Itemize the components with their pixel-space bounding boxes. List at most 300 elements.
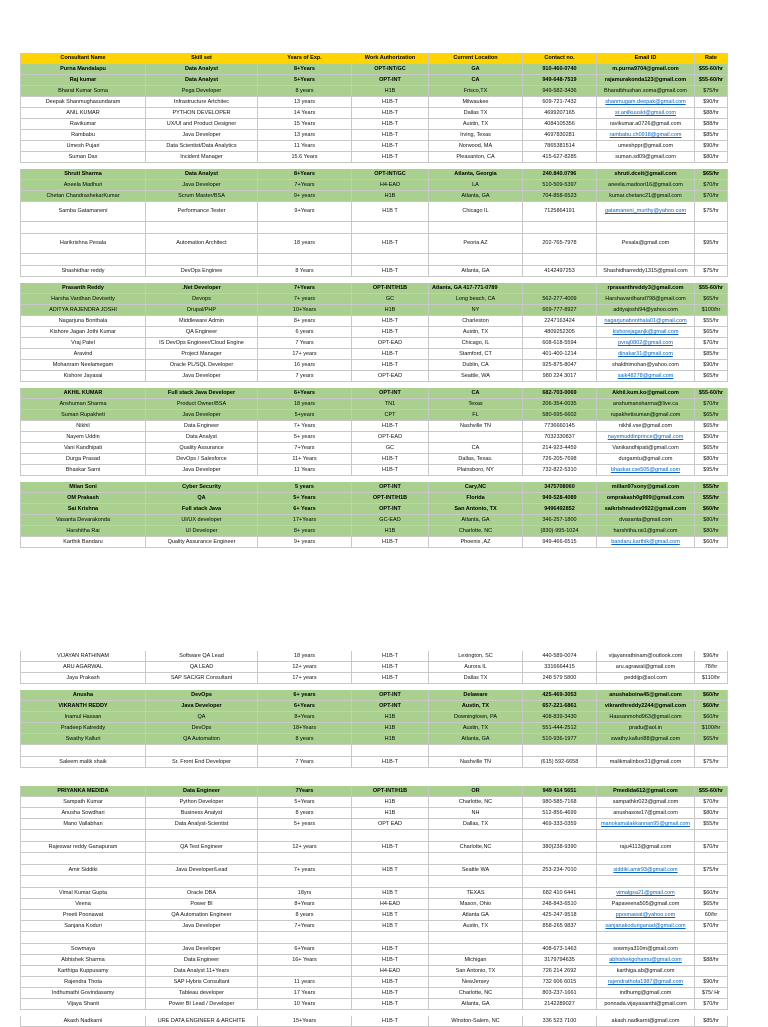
cell-rate: $65/hr (695, 371, 728, 381)
cell-email: kishorejaganjk@gmail.com (597, 327, 695, 337)
cell-email: raju4113@gmail.com (597, 842, 695, 852)
cell-contact: 510-936-1977 (523, 734, 597, 744)
cell-skill: Java Developer (146, 180, 258, 190)
header-row (20, 53, 728, 64)
cell-rate: $90/hr (695, 977, 728, 987)
empty-cell (523, 932, 597, 943)
empty-cell (695, 254, 728, 265)
cell-work-auth: H4-EAD (352, 899, 429, 909)
cell-email: aru.agrawal@gmail.com (597, 662, 695, 672)
cell-contact: 803-237-1661 (523, 988, 597, 998)
empty-cell (146, 254, 258, 265)
empty-cell (258, 830, 352, 841)
consultant-row (20, 999, 728, 1010)
cell-skill: QA Engineer (146, 327, 258, 337)
cell-rate: $90/hr (695, 97, 728, 107)
consultant-row (20, 690, 728, 701)
empty-cell (429, 876, 523, 887)
cell-name: PRIYANKA MEDIDA (20, 786, 146, 796)
cell-years: 7 Years (258, 757, 352, 767)
cell-years: 8 Years (258, 266, 352, 276)
cell-skill: Java Developer (146, 944, 258, 954)
cell-name: Raj kumar (20, 75, 146, 85)
cell-years: 5+ years (258, 432, 352, 442)
cell-location: NY (429, 305, 523, 315)
consultant-row (20, 662, 728, 673)
cell-skill: Java Developer (146, 701, 258, 711)
consultant-row (20, 955, 728, 966)
cell-email: bhaskar.cse505@gmail.com (597, 465, 695, 475)
cell-contact: 440-589-0074 (523, 651, 597, 661)
cell-contact: 4084105356 (523, 119, 597, 129)
cell-contact: 949-466-6515 (523, 537, 597, 547)
cell-rate: $60/hr (695, 537, 728, 547)
consultant-row (20, 888, 728, 899)
cell-email: adityajoshi94@yahoo.com (597, 305, 695, 315)
cell-location: Dallas, Texas. (429, 454, 523, 464)
cell-work-auth: H1B-T (352, 662, 429, 672)
cell-work-auth: OPT-INT (352, 75, 429, 85)
cell-work-auth: H1B (352, 86, 429, 96)
consultant-row (20, 349, 728, 360)
cell-contact: 4697830281 (523, 130, 597, 140)
cell-contact: 949-582-3436 (523, 86, 597, 96)
cell-location: Nashville TN (429, 421, 523, 431)
cell-email: anushasow17@gmail.com (597, 808, 695, 818)
cell-location: FL (429, 410, 523, 420)
cell-email: rupakhetisuman@gmail.com (597, 410, 695, 420)
cell-work-auth: H1B (352, 797, 429, 807)
cell-name: Anusha Sowdhari (20, 808, 146, 818)
cell-location: Seattle, WA (429, 371, 523, 381)
cell-years: 8+Years (258, 899, 352, 909)
cell-email: sampathkr023@gmail.com (597, 797, 695, 807)
cell-name: ARU AGARWAL (20, 662, 146, 672)
cell-name: Nikhil (20, 421, 146, 431)
cell-email: Email ID (597, 53, 695, 63)
cell-location: Plainsboro, NY (429, 465, 523, 475)
cell-work-auth: OPT-INT (352, 388, 429, 398)
cell-work-auth: H1B-T (352, 757, 429, 767)
cell-location: Charlotte, NC (429, 797, 523, 807)
cell-contact: 415-627-8285 (523, 152, 597, 162)
cell-name: Anshuman Sharma (20, 399, 146, 409)
cell-rate: $75/ Hr (695, 988, 728, 998)
cell-name: Vasanta Devarakonda (20, 515, 146, 525)
empty-cell (258, 254, 352, 265)
cell-name: Kishore Jagan Jothi Kumar (20, 327, 146, 337)
cell-email: pradu@aol.in (597, 723, 695, 733)
cell-contact: 925-875-8047 (523, 360, 597, 370)
cell-skill: IS DevOps Engineer/Cloud Engine (146, 338, 258, 348)
cell-rate: $65/hr (695, 410, 728, 420)
empty-cell (352, 932, 429, 943)
consultant-row (20, 899, 728, 910)
cell-contact: 214-923-4459 (523, 443, 597, 453)
cell-rate: $95/hr (695, 234, 728, 253)
cell-name: Saleem malik shaik (20, 757, 146, 767)
consultant-row (20, 465, 728, 476)
empty-cell (429, 830, 523, 841)
cell-work-auth: CPT (352, 410, 429, 420)
cell-contact: 9496492852 (523, 504, 597, 514)
cell-skill: Quality Assurance Engineer (146, 537, 258, 547)
cell-email: durgamtu@gmail.com (597, 454, 695, 464)
cell-contact: (830)-995-1024 (523, 526, 597, 536)
cell-location: TEXAS (429, 888, 523, 898)
cell-rate: $96/hr (695, 651, 728, 661)
cell-years: 7Years (258, 786, 352, 796)
cell-contact: 248-843-6510 (523, 899, 597, 909)
cell-years: 15+Years (258, 1016, 352, 1026)
consultant-row (20, 130, 728, 141)
cell-name: Sanjana Koduri (20, 921, 146, 931)
cell-skill: DevOps / Salesforce (146, 454, 258, 464)
cell-name: Sampath Kumar (20, 797, 146, 807)
cell-years: 6 years (258, 327, 352, 337)
cell-contact: 562-277-4009 (523, 294, 597, 304)
cell-email: ponnada.vijayasanthi@gmail.com (597, 999, 695, 1009)
empty-cell (146, 853, 258, 864)
cell-rate: $88/hr (695, 955, 728, 965)
cell-rate: $70/hr (695, 999, 728, 1009)
cell-years: 13 years (258, 97, 352, 107)
cell-work-auth: H1B-T (352, 349, 429, 359)
cell-contact: 608-618-5594 (523, 338, 597, 348)
cell-work-auth: H1B-T (352, 360, 429, 370)
cell-rate: $55/hr (695, 482, 728, 492)
cell-name: Suman Das (20, 152, 146, 162)
cell-name: Samba Gatamaneni (20, 202, 146, 221)
consultant-row (20, 202, 728, 222)
cell-skill: Data Scientist/Data Analytics (146, 141, 258, 151)
cell-work-auth: H1B-T (352, 152, 429, 162)
cell-work-auth: H1B-T (352, 97, 429, 107)
empty-cell (352, 876, 429, 887)
cell-contact: 7125864191 (523, 202, 597, 221)
empty-row (20, 222, 728, 234)
cell-years: 8 years (258, 808, 352, 818)
cell-email: manokamalakkannan95@gmail.com (597, 819, 695, 829)
cell-email: swathy.kalluri88@gmail.com (597, 734, 695, 744)
cell-rate: $75/hr (695, 86, 728, 96)
cell-skill: Java Developer (146, 921, 258, 931)
cell-name: Rambabu (20, 130, 146, 140)
consultant-row (20, 443, 728, 454)
cell-contact: 2142289027 (523, 999, 597, 1009)
cell-contact: 949-648-7519 (523, 75, 597, 85)
cell-contact: 4699207165 (523, 108, 597, 118)
cell-email: harshitha.rai1@gmail.com (597, 526, 695, 536)
cell-work-auth: OPT-INT/GC (352, 169, 429, 179)
cell-rate: $65/hr (695, 734, 728, 744)
cell-rate: $85/hr (695, 1016, 728, 1026)
cell-years: 6+Years (258, 944, 352, 954)
cell-skill: QA Test Engineer (146, 842, 258, 852)
cell-work-auth: H1B-T (352, 327, 429, 337)
cell-rate: $55/hr (695, 819, 728, 829)
cell-work-auth: H1B-T (352, 988, 429, 998)
cell-location: Austin, TX (429, 119, 523, 129)
cell-work-auth: H1B-T (352, 537, 429, 547)
consultant-row (20, 388, 728, 399)
cell-work-auth: H1B-T (352, 651, 429, 661)
consultant-row (20, 64, 728, 75)
consultant-row (20, 944, 728, 955)
empty-cell (20, 745, 146, 756)
cell-name: Ravikumar (20, 119, 146, 129)
cell-location: Florida (429, 493, 523, 503)
consultant-row (20, 410, 728, 421)
cell-contact: 949 414 5651 (523, 786, 597, 796)
cell-rate: $55-60/hr (695, 75, 728, 85)
cell-skill: Data Engineer (146, 421, 258, 431)
empty-cell (429, 932, 523, 943)
cell-name: Umesh Pujari (20, 141, 146, 151)
cell-skill: Python Developer (146, 797, 258, 807)
cell-email: kumar.chetanc21@gmail.com (597, 191, 695, 201)
cell-email: sr.anilkuuskt@gmail.com (597, 108, 695, 118)
cell-email: Shashidharreddy1315@gmail.com (597, 266, 695, 276)
cell-skill: Software QA Lead (146, 651, 258, 661)
cell-years: 10+Years (258, 305, 352, 315)
cell-contact: 3316664415 (523, 662, 597, 672)
cell-skill: DevOps Enginee (146, 266, 258, 276)
cell-name: ANIL KUMAR (20, 108, 146, 118)
cell-skill: Data Analyst (146, 169, 258, 179)
cell-name: Consultant Name (20, 53, 146, 63)
cell-skill: Project Manager (146, 349, 258, 359)
empty-cell (695, 222, 728, 233)
cell-contact: 7032330837 (523, 432, 597, 442)
cell-rate: $70/hr (695, 399, 728, 409)
cell-location: San Antonio, TX (429, 966, 523, 976)
cell-skill: Oracle DBA (146, 888, 258, 898)
cell-years: 7+ years (258, 294, 352, 304)
cell-work-auth: H1B T (352, 202, 429, 221)
cell-work-auth: H1B-T (352, 130, 429, 140)
empty-cell (597, 745, 695, 756)
cell-skill: Data Engineer (146, 786, 258, 796)
cell-work-auth: OPT-INT/H1B (352, 493, 429, 503)
cell-skill: QA (146, 712, 258, 722)
cell-name: Anusha (20, 690, 146, 700)
cell-years: 7+Years (258, 443, 352, 453)
blank-area (20, 548, 728, 651)
cell-contact: 336 523 7100 (523, 1016, 597, 1026)
cell-name: Vraj Patel (20, 338, 146, 348)
cell-email: saik48278@gmail.com (597, 371, 695, 381)
cell-contact: 682-703-0069 (523, 388, 597, 398)
consultant-row (20, 234, 728, 254)
empty-cell (146, 830, 258, 841)
cell-location: Atlanta, GA (429, 191, 523, 201)
cell-email: Pesala@gmail.com (597, 234, 695, 253)
cell-years: 11 Years (258, 465, 352, 475)
cell-contact: 425-247-9518 (523, 910, 597, 920)
cell-skill: Skill set (146, 53, 258, 63)
empty-row (20, 745, 728, 757)
empty-cell (258, 853, 352, 864)
cell-rate: $110/hr (695, 673, 728, 683)
empty-cell (429, 222, 523, 233)
consultant-row (20, 673, 728, 684)
cell-location: OR (429, 786, 523, 796)
cell-name: Prasanth Reddy (20, 283, 146, 293)
consultant-row (20, 842, 728, 853)
cell-rate: $90/hr (695, 360, 728, 370)
cell-location: Atlanta, GA (429, 515, 523, 525)
cell-email: Akhil.kum.ko@gmail.com (597, 388, 695, 398)
cell-name: Karthiga Kuppusamy (20, 966, 146, 976)
cell-years: 18+Years (258, 723, 352, 733)
cell-years: 6+Years (258, 388, 352, 398)
cell-skill: Sr. Front End Developer (146, 757, 258, 767)
consultant-row (20, 988, 728, 999)
cell-email: anshumansharma@live.ca (597, 399, 695, 409)
cell-rate: $80/hr (695, 454, 728, 464)
cell-email: siddiki.amir93@gmail.com (597, 865, 695, 875)
empty-cell (523, 222, 597, 233)
cell-contact (523, 283, 597, 293)
cell-skill: Devops (146, 294, 258, 304)
cell-name: Purna Mandalapu (20, 64, 146, 74)
cell-skill: Drupal/PHP (146, 305, 258, 315)
cell-rate: $80/hr (695, 152, 728, 162)
consultant-row (20, 432, 728, 443)
cell-years: 6+Years (258, 701, 352, 711)
cell-skill: Java Developer (146, 130, 258, 140)
cell-years: 16+ Years (258, 955, 352, 965)
cell-name: Rajeswar reddy Ganapuram (20, 842, 146, 852)
cell-rate: $100/hr (695, 305, 728, 315)
cell-skill: QA Automation Engineer (146, 910, 258, 920)
empty-cell (258, 745, 352, 756)
cell-years: 7+ years (258, 865, 352, 875)
cell-years: 17+ years (258, 349, 352, 359)
cell-name: Vimal Kumar Gupta (20, 888, 146, 898)
cell-location: Austin, TX (429, 701, 523, 711)
empty-row (20, 932, 728, 944)
cell-contact: 240.840.0796 (523, 169, 597, 179)
cell-skill: DevOps (146, 723, 258, 733)
empty-cell (352, 222, 429, 233)
blank-area (20, 774, 728, 786)
cell-rate: $70/hr (695, 921, 728, 931)
cell-years: 7+Years (258, 921, 352, 931)
cell-location: Charlotte, NC (429, 988, 523, 998)
empty-row (20, 254, 728, 266)
empty-cell (597, 254, 695, 265)
empty-cell (695, 745, 728, 756)
cell-location: Lexington, SC (429, 651, 523, 661)
cell-email: suman.sd09@gmail.com (597, 152, 695, 162)
cell-contact: 858-265 9837 (523, 921, 597, 931)
cell-work-auth: OPT-INT (352, 504, 429, 514)
cell-work-auth: OPT-EAD (352, 371, 429, 381)
cell-contact: 512-856-4699 (523, 808, 597, 818)
cell-name: Kishore Jayasai (20, 371, 146, 381)
cell-rate: $80/hr (695, 526, 728, 536)
cell-skill: QA Automation (146, 734, 258, 744)
cell-work-auth: H1B T (352, 865, 429, 875)
cell-work-auth: OPT-INT/GC (352, 64, 429, 74)
consultant-row (20, 757, 728, 768)
cell-rate: $70/hr (695, 191, 728, 201)
cell-skill: SAP SAC/GR Consultant (146, 673, 258, 683)
cell-skill: DevOps (146, 690, 258, 700)
consultant-row (20, 294, 728, 305)
cell-skill: Data Analyst (146, 432, 258, 442)
cell-name: Rajendra Thota (20, 977, 146, 987)
cell-location: Pleasanton, CA (429, 152, 523, 162)
cell-email: Vanikandhipati@gmail.com (597, 443, 695, 453)
cell-contact: 408-673-1463 (523, 944, 597, 954)
cell-work-auth: H1B-T (352, 316, 429, 326)
empty-cell (352, 853, 429, 864)
cell-contact: 910-460-0740 (523, 64, 597, 74)
consultant-row (20, 723, 728, 734)
cell-email: sowmya310m@gmail.com (597, 944, 695, 954)
cell-email: Papaveena505@gmail.com (597, 899, 695, 909)
cell-years: 12+ years (258, 662, 352, 672)
consultant-row (20, 526, 728, 537)
consultant-row (20, 493, 728, 504)
cell-contact: 980-585-7168 (523, 797, 597, 807)
consultant-row (20, 305, 728, 316)
cell-email: Pmedida612@gmail.com (597, 786, 695, 796)
cell-location: Dublin, CA (429, 360, 523, 370)
consultant-row (20, 141, 728, 152)
cell-skill: Middleware Admin (146, 316, 258, 326)
cell-skill: Data Analyst (146, 75, 258, 85)
cell-location: Seattle WA (429, 865, 523, 875)
cell-rate: $100/hr (695, 723, 728, 733)
cell-rate: $65/hr (695, 327, 728, 337)
cell-work-auth: H1B (352, 808, 429, 818)
consultant-row (20, 86, 728, 97)
cell-rate: $55-60/hr (695, 388, 728, 398)
cell-work-auth: OPT-INT (352, 701, 429, 711)
cell-email: akash.nadkarni@gmail.com (597, 1016, 695, 1026)
cell-skill: Quality Assurance (146, 443, 258, 453)
consultant-row (20, 819, 728, 830)
cell-location: NewJersey (429, 977, 523, 987)
cell-skill: Scrum Master/BSA (146, 191, 258, 201)
cell-work-auth: GC (352, 294, 429, 304)
cell-name: Bhaskar Sarni (20, 465, 146, 475)
empty-cell (429, 745, 523, 756)
empty-row (20, 876, 728, 888)
cell-contact: 206-354-0035 (523, 399, 597, 409)
cell-work-auth: H1B-T (352, 119, 429, 129)
consultant-row (20, 360, 728, 371)
cell-rate (695, 966, 728, 976)
cell-years: 10 Years (258, 999, 352, 1009)
cell-work-auth: H1B (352, 526, 429, 536)
cell-rate: $70/hr (695, 338, 728, 348)
cell-name: Akash Nadkarni (20, 1016, 146, 1026)
cell-location: Atlanta, GA 417-771-0789 (429, 283, 523, 293)
empty-cell (20, 254, 146, 265)
empty-cell (597, 830, 695, 841)
cell-years: 15.6 Years (258, 152, 352, 162)
cell-rate: $60/hr (695, 701, 728, 711)
cell-name: Vijaya Shanti (20, 999, 146, 1009)
cell-skill: Java Developer (146, 465, 258, 475)
cell-location: Cary,NC (429, 482, 523, 492)
empty-cell (20, 932, 146, 943)
